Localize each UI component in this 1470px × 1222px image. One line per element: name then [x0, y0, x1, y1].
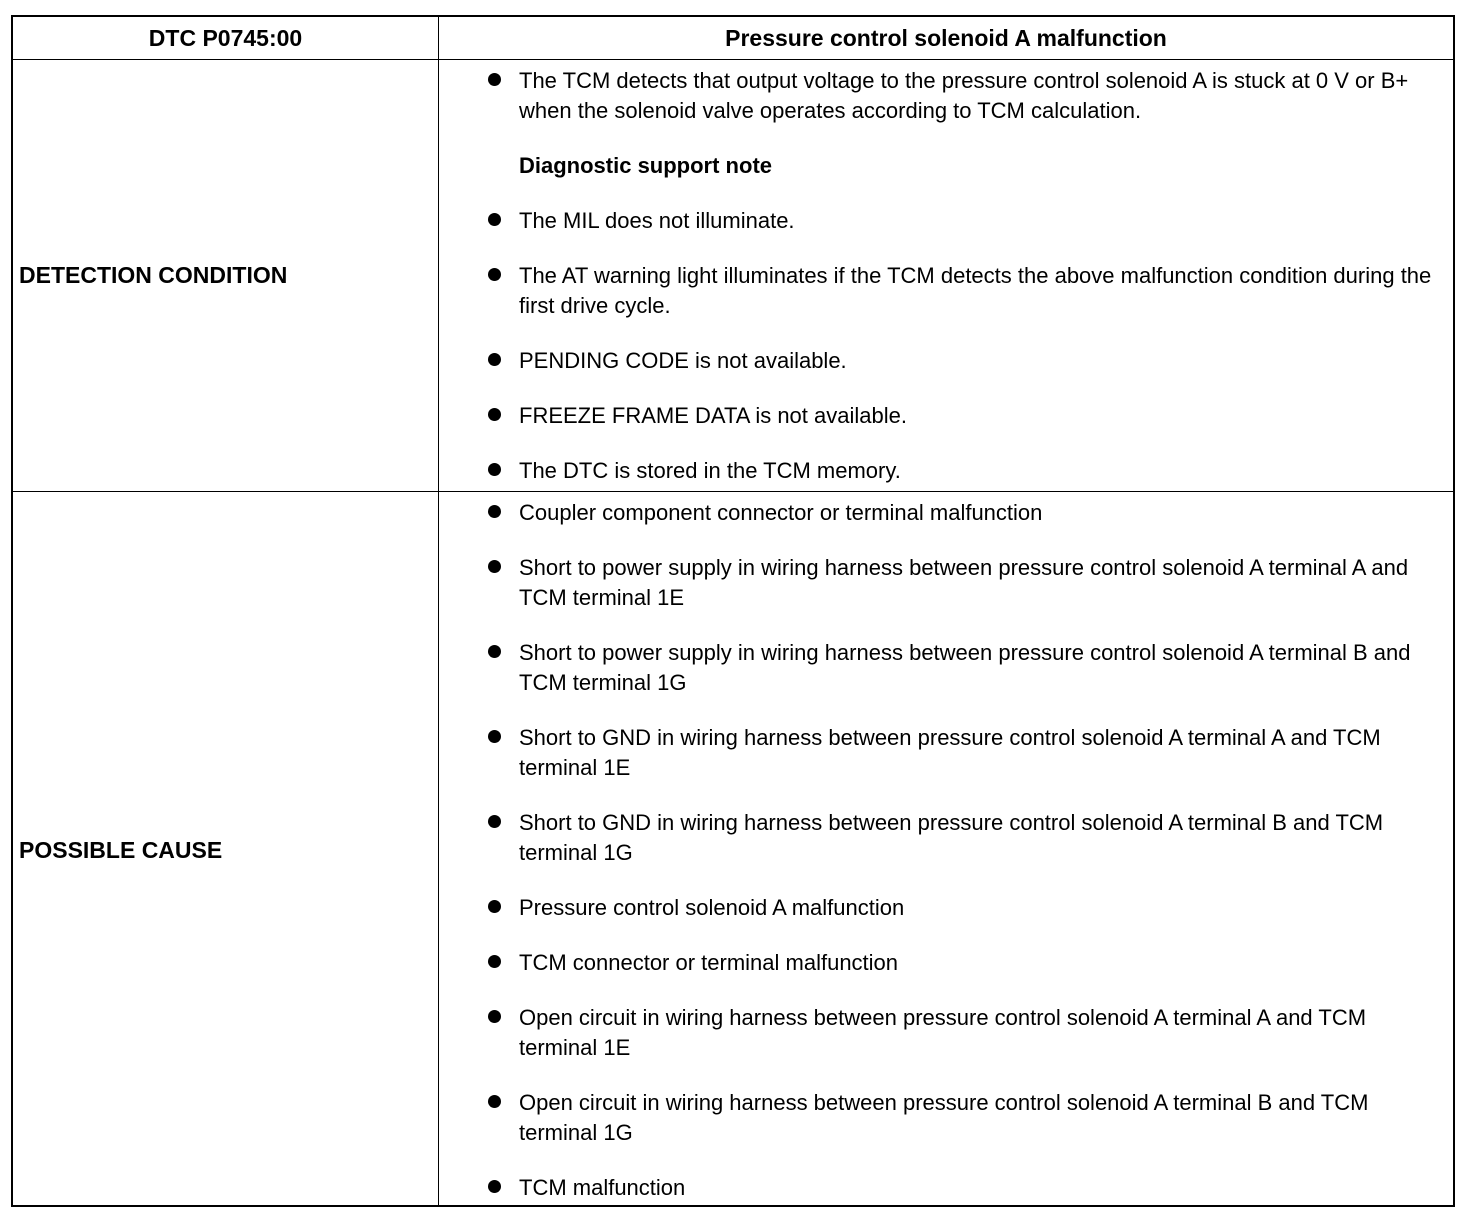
- dtc-title: Pressure control solenoid A malfunction: [725, 24, 1167, 51]
- bullet-icon: [488, 815, 501, 828]
- bullet-icon: [488, 1180, 501, 1193]
- bullet-icon: [488, 268, 501, 281]
- dtc-code: DTC P0745:00: [148, 24, 303, 51]
- bullet-icon: [488, 955, 501, 968]
- header-divider: [13, 59, 1453, 60]
- diagnostic-support-note-heading: Diagnostic support note: [519, 153, 772, 178]
- bullet-icon: [488, 730, 501, 743]
- possible-cause-label: POSSIBLE CAUSE: [19, 837, 223, 863]
- bullet-icon: [488, 645, 501, 658]
- row-divider: [13, 491, 1453, 492]
- bullet-icon: [488, 408, 501, 421]
- bullet-icon: [488, 213, 501, 226]
- bullet-icon: [488, 463, 501, 476]
- bullet-icon: [488, 73, 501, 86]
- bullet-icon: [488, 353, 501, 366]
- bullet-icon: [488, 560, 501, 573]
- bullet-icon: [488, 505, 501, 518]
- bullet-icon: [488, 1095, 501, 1108]
- column-divider: [438, 17, 439, 1205]
- bullet-icon: [488, 900, 501, 913]
- detection-condition-label: DETECTION CONDITION: [19, 262, 288, 288]
- bullet-icon: [488, 1010, 501, 1023]
- dtc-table: DTC P0745:00 Pressure control solenoid A malfunction DETECTION CONDITION The TCM detects that output voltage to the pressure control solenoid A is stuck at 0 V or B+ when the solenoid valve operates according to TCM calculation. Diagnostic support note The MIL does not illuminate. The AT warning light illuminates if the TCM detects the above malfunction condition during the first drive cycle. PENDING CODE is not available. FREEZE FRAME DATA is not available. The DTC is stored in the TCM memory. POSSIBLE CAUSE Coupler component connector or terminal malfunction Short to power supply in wiring harness between pressure control solenoid A terminal A and TCM terminal 1E Short to power supply in wiring harness between pressure control solenoid A terminal B and TCM terminal 1G Short to GND in wiring harness between pressure control solenoid A terminal A and TCM terminal 1E Short to GND in wiring harness between pressure control solenoid A terminal B and TCM terminal 1G Pressure control solenoid A malfunction TCM connector or terminal malfunction Open circuit in wiring harness between pressure control solenoid A terminal A and TCM terminal 1E Open circuit in wiring harness between pressure control solenoid A terminal B and TCM terminal 1G TCM malfunction: [11, 15, 1455, 1207]
